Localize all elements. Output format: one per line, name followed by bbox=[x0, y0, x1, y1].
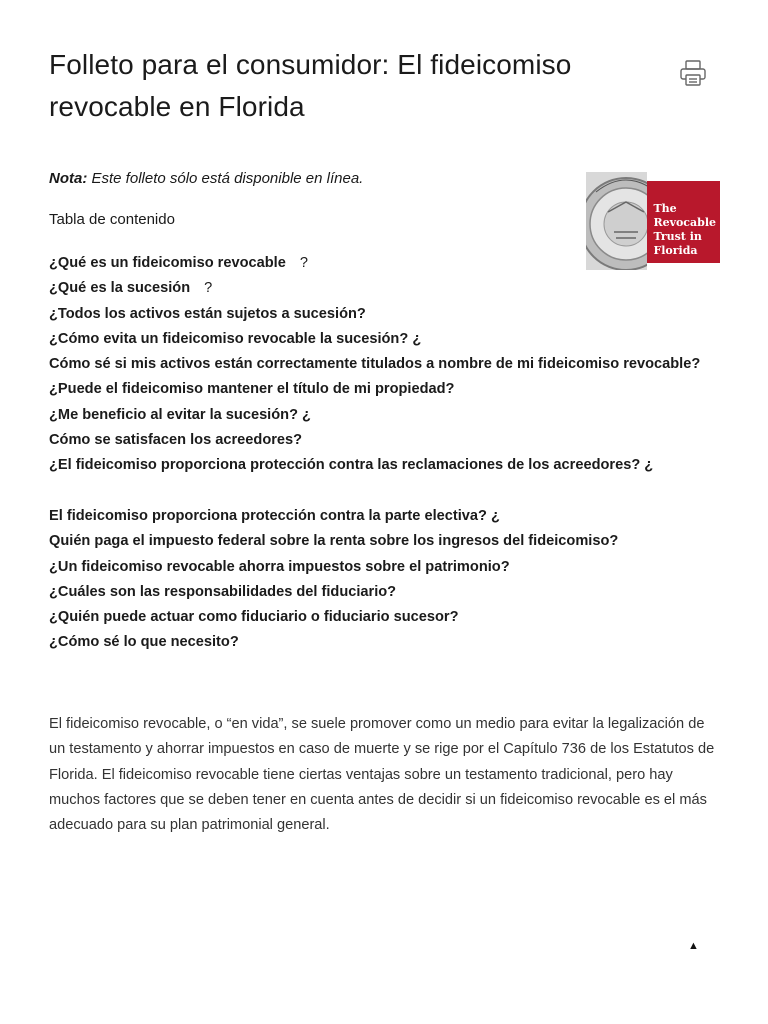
toc-link[interactable]: ¿Qué es un fideicomiso revocable bbox=[49, 255, 286, 271]
toc-link[interactable]: ¿Qué es la sucesión bbox=[49, 280, 191, 297]
toc-link-tail: ? bbox=[299, 255, 308, 271]
toc-link-tail: ? bbox=[204, 280, 213, 297]
toc-link[interactable]: ¿Puede el fideicomiso mantener el título de mi propiedad? bbox=[49, 381, 455, 398]
toc-item[interactable] bbox=[49, 327, 729, 352]
toc-link[interactable]: ¿Todos los activos están sujetos a sucesión? bbox=[49, 305, 366, 322]
logo-line: Florida bbox=[653, 244, 698, 257]
toc-item[interactable] bbox=[49, 403, 729, 428]
toc-item[interactable] bbox=[49, 555, 729, 580]
note-text: Este folleto sólo está disponible en línea. bbox=[87, 170, 364, 187]
toc-heading: Tabla de contenido bbox=[49, 211, 175, 228]
toc-link[interactable]: ¿Cuáles son las responsabilidades del fiduciario? bbox=[49, 583, 397, 600]
back-to-top-icon[interactable]: ▲ bbox=[688, 940, 699, 952]
toc-item[interactable] bbox=[49, 302, 729, 327]
print-button[interactable] bbox=[676, 56, 710, 90]
note bbox=[49, 170, 363, 187]
toc-link[interactable]: ¿Un fideicomiso revocable ahorra impuestos sobre el patrimonio? bbox=[49, 558, 510, 575]
page-title: Folleto para el consumidor: El fideicomiso revocable en Florida bbox=[49, 49, 572, 122]
toc-item[interactable] bbox=[49, 504, 729, 529]
toc-link[interactable]: El fideicomiso proporciona protección contra la parte electiva? ¿ bbox=[49, 507, 500, 524]
toc-link[interactable]: ¿Quién puede actuar como fiduciario o fiduciario sucesor? bbox=[49, 609, 459, 626]
printer-icon bbox=[678, 58, 708, 88]
toc-spacer bbox=[49, 479, 729, 504]
toc-link[interactable]: ¿Cómo sé lo que necesito? bbox=[49, 634, 239, 651]
logo-line: Revocable bbox=[653, 216, 716, 229]
toc-item[interactable] bbox=[49, 605, 729, 630]
toc-item[interactable] bbox=[49, 453, 729, 478]
toc-item[interactable] bbox=[49, 428, 729, 453]
toc-item[interactable] bbox=[49, 630, 729, 655]
toc-item[interactable] bbox=[49, 276, 729, 301]
table-of-contents bbox=[49, 251, 729, 656]
logo-line: The bbox=[653, 202, 677, 215]
logo-line: Trust in bbox=[653, 230, 702, 243]
toc-link[interactable]: ¿Me beneficio al evitar la sucesión? ¿ bbox=[49, 406, 311, 423]
toc-link[interactable]: Cómo se satisfacen los acreedores? bbox=[49, 432, 303, 449]
toc-link[interactable]: Quién paga el impuesto federal sobre la renta sobre los ingresos del fideicomiso? bbox=[49, 533, 619, 550]
toc-link[interactable]: ¿El fideicomiso proporciona protección contra las reclamaciones de los acreedores? ¿ bbox=[49, 457, 654, 474]
toc-item[interactable] bbox=[49, 529, 729, 554]
toc-item[interactable] bbox=[49, 352, 729, 377]
toc-item[interactable] bbox=[49, 580, 729, 605]
toc-item[interactable] bbox=[49, 251, 729, 276]
toc-link[interactable]: Cómo sé si mis activos están correctamente titulados a nombre de mi fideicomiso revocable? bbox=[49, 356, 701, 373]
intro-paragraph: El fideicomiso revocable, o “en vida”, se suele promover como un medio para evitar la legalización de un testamento y ahorrar impuestos en caso de muerte y se rige por el Capítulo 736 de los Estatutos de Florida. El fideicomiso revocable tiene ciertas ventajas sobre un testamento tradicional, pero hay muchos factores que se deben tener en cuenta antes de decidir si un fideicomiso revocable es el más adecuado para su plan patrimonial general. bbox=[49, 716, 715, 834]
toc-item[interactable] bbox=[49, 377, 729, 402]
toc-link[interactable]: ¿Cómo evita un fideicomiso revocable la sucesión? ¿ bbox=[49, 330, 422, 347]
note-label: Nota: bbox=[49, 170, 88, 187]
